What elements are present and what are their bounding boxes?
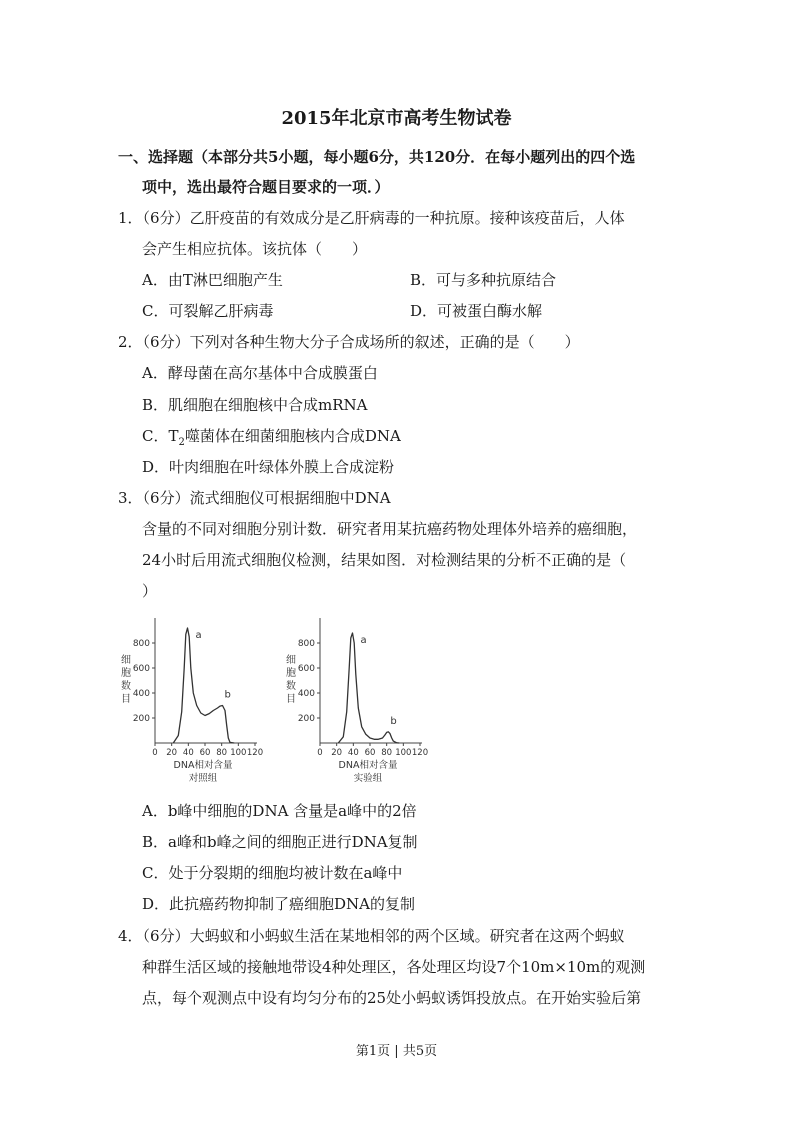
y-tick-label: 400 xyxy=(132,689,150,699)
y-axis-label-char: 目 xyxy=(121,694,131,705)
q3-stem-line4: ） xyxy=(142,582,158,600)
q3-option-a: A．b峰中细胞的DNA 含量是a峰中的2倍 xyxy=(142,802,417,820)
x-tick-label: 120 xyxy=(411,748,429,758)
q3-stem-line1: 3．（6分）流式细胞仪可根据细胞中DNA xyxy=(118,489,391,507)
x-tick-label: 60 xyxy=(364,748,376,758)
distribution-curve xyxy=(173,628,234,743)
y-axis-label-char: 胞 xyxy=(286,668,296,679)
q2-option-d: D．叶肉细胞在叶绿体外膜上合成淀粉 xyxy=(142,458,395,476)
x-tick-label: 20 xyxy=(166,748,178,758)
q4-stem-line3: 点，每个观测点中设有均匀分布的25处小蚂蚁诱饵投放点。在开始实验后第 xyxy=(142,989,642,1007)
y-tick-label: 400 xyxy=(297,689,315,699)
y-tick-label: 200 xyxy=(297,714,315,724)
paper-title: 2015年北京市高考生物试卷 xyxy=(281,108,512,129)
page-footer: 第1页 | 共5页 xyxy=(355,1044,438,1059)
x-tick-label: 20 xyxy=(331,748,343,758)
q1-option-a: A．由T淋巴细胞产生 xyxy=(142,271,283,289)
y-axis-label-char: 细 xyxy=(121,655,131,666)
x-tick-label: 40 xyxy=(182,748,194,758)
q3-option-d: D．此抗癌药物抑制了癌细胞DNA的复制 xyxy=(142,895,416,913)
x-tick-label: 60 xyxy=(199,748,211,758)
chart-group-title: 对照组 xyxy=(188,773,218,784)
y-tick-label: 600 xyxy=(297,664,315,674)
x-tick-label: 80 xyxy=(216,748,228,758)
y-tick-label: 200 xyxy=(132,714,150,724)
x-tick-label: 0 xyxy=(152,748,158,758)
y-tick-label: 800 xyxy=(132,639,150,649)
q2-option-c: C．$T_2$噬菌体在细菌细胞核内合成DNA xyxy=(142,427,401,448)
q1-option-c: C．可裂解乙肝病毒 xyxy=(142,302,274,320)
q1-option-b: B．可与多种抗原结合 xyxy=(410,271,557,289)
q3-option-c: C．处于分裂期的细胞均被计数在a峰中 xyxy=(142,864,403,882)
q2-stem: 2．（6分）下列对各种生物大分子合成场所的叙述，正确的是（ ） xyxy=(118,333,580,351)
q2-option-b: B．肌细胞在细胞核中合成mRNA xyxy=(142,396,368,414)
chart-experimental-group xyxy=(280,612,435,792)
q3-stem-line3: 24小时后用流式细胞仪检测，结果如图．对检测结果的分析不正确的是（ xyxy=(142,551,627,569)
section-heading-line2: 项中，选出最符合题目要求的一项．） xyxy=(142,178,390,196)
x-tick-label: 120 xyxy=(246,748,264,758)
peak-label-b: b xyxy=(224,689,231,701)
q2-option-a: A．酵母菌在高尔基体中合成膜蛋白 xyxy=(142,364,378,382)
q1-stem-line2: 会产生相应抗体。该抗体（ ） xyxy=(142,240,368,258)
q1-stem-line1: 1．（6分）乙肝疫苗的有效成分是乙肝病毒的一种抗原。接种该疫苗后，人体 xyxy=(118,209,625,227)
y-axis-label-char: 目 xyxy=(286,694,296,705)
section-heading-line1: 一、选择题（本部分共5小题，每小题6分，共120分．在每小题列出的四个选 xyxy=(118,148,636,166)
chart-control-group xyxy=(115,612,270,792)
y-tick-label: 800 xyxy=(297,639,315,649)
y-tick-label: 600 xyxy=(132,664,150,674)
peak-label-b: b xyxy=(390,715,397,727)
x-axis-label: DNA相对含量 xyxy=(173,760,233,771)
peak-label-a: a xyxy=(360,635,367,646)
q4-stem-line1: 4．（6分）大蚂蚁和小蚂蚁生活在某地相邻的两个区域。研究者在这两个蚂蚁 xyxy=(118,927,625,945)
y-axis-label-char: 数 xyxy=(286,681,296,692)
chart-group-title: 实验组 xyxy=(353,773,383,784)
x-tick-label: 80 xyxy=(381,748,393,758)
y-axis-label-char: 数 xyxy=(121,681,131,692)
y-axis-label-char: 胞 xyxy=(121,668,131,679)
q3-option-b: B．a峰和b峰之间的细胞正进行DNA复制 xyxy=(142,833,418,851)
q4-stem-line2: 种群生活区域的接触地带设4种处理区，各处理区均设7个10m×10m的观测 xyxy=(142,958,646,976)
q3-stem-line2: 含量的不同对细胞分别计数．研究者用某抗癌药物处理体外培养的癌细胞， xyxy=(142,520,638,538)
peak-label-a: a xyxy=(195,630,202,641)
x-tick-label: 100 xyxy=(230,748,247,758)
y-axis-label-char: 细 xyxy=(286,655,296,666)
q1-option-d: D．可被蛋白酶水解 xyxy=(410,302,543,320)
x-tick-label: 0 xyxy=(317,748,323,758)
x-tick-label: 40 xyxy=(347,748,359,758)
x-axis-label: DNA相对含量 xyxy=(338,760,398,771)
x-tick-label: 100 xyxy=(395,748,412,758)
